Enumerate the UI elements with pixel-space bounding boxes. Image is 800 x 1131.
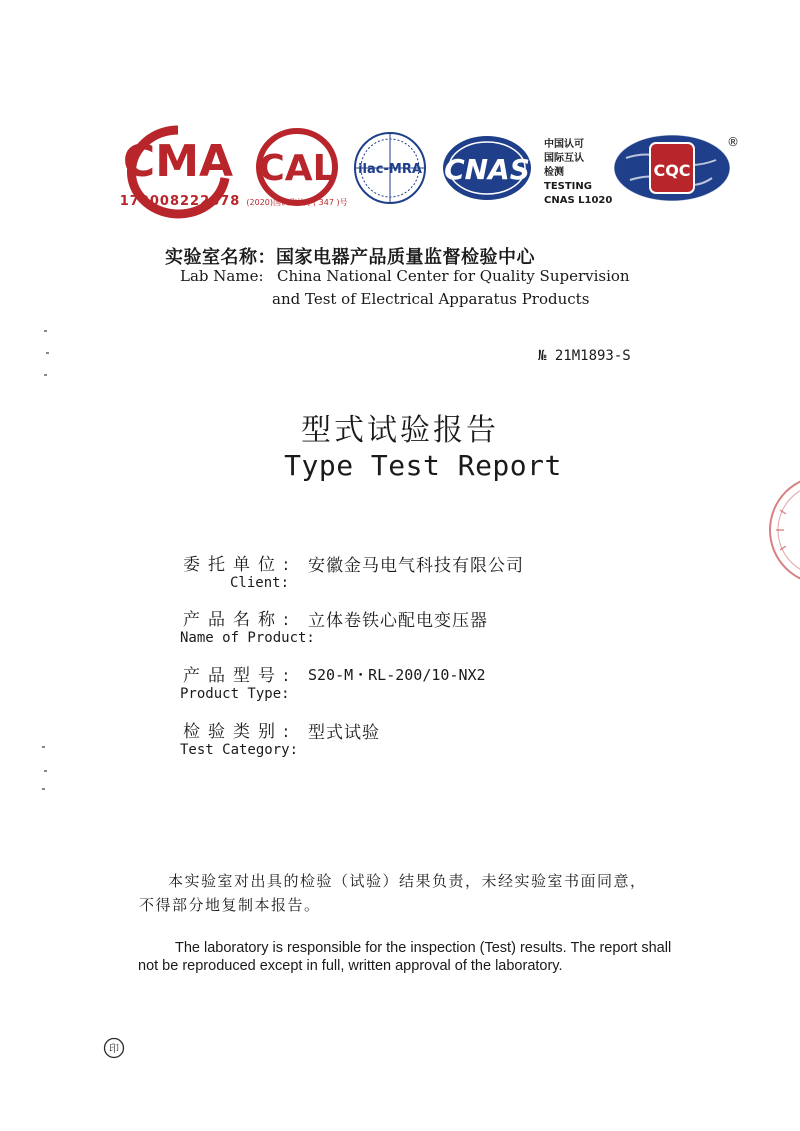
disclaimer-en-line2: not be reproduced except in full, written approval of the laboratory.	[138, 958, 563, 974]
product-type-value: S20-M・RL-200/10-NX2	[308, 666, 486, 684]
product-name-label-en: Name of Product:	[180, 630, 315, 646]
lab-name-en-line2: and Test of Electrical Apparatus Products	[272, 290, 590, 308]
product-type-label-en: Product Type:	[180, 686, 290, 702]
cnas-logo	[443, 136, 531, 200]
lab-name-label-en: Lab Name:	[180, 267, 264, 285]
product-type-label-cn: 产品型号:	[183, 666, 297, 686]
test-category-value: 型式试验	[308, 723, 380, 743]
disclaimer-en-line1: The laboratory is responsible for the inspection (Test) results. The report shall	[175, 940, 672, 956]
report-title-cn: 型式试验报告	[301, 413, 499, 448]
scan-speck	[42, 788, 45, 790]
client-value: 安徽金马电气科技有限公司	[308, 556, 524, 576]
svg-text:印: 印	[109, 1044, 119, 1055]
product-name-label-cn: 产品名称:	[183, 610, 297, 630]
test-category-label-cn: 检验类别:	[183, 722, 297, 742]
report-title-en: Type Test Report	[284, 449, 562, 482]
cma-number: 170008222878	[119, 194, 241, 209]
report-number: № 21M1893-S	[538, 348, 631, 364]
lab-name-en-line1: China National Center for Quality Supervision	[277, 267, 630, 285]
scan-speck	[42, 746, 45, 748]
scan-speck	[46, 352, 49, 354]
disclaimer-cn-line1: 本实验室对出具的检验（试验）结果负责，未经实验室书面同意，	[168, 872, 647, 890]
cma-letters: CMA	[122, 136, 234, 187]
scan-speck	[44, 374, 47, 376]
product-name-value: 立体卷铁心配电变压器	[308, 611, 488, 631]
cal-caption: (2020)国认监认字( 347 )号	[246, 198, 348, 207]
cqc-globe-logo	[614, 135, 739, 201]
partial-seal-stamp	[762, 470, 800, 590]
lab-name-cn: 实验室名称：国家电器产品质量监督检验中心	[165, 247, 535, 268]
circled-seal-mark	[103, 1037, 125, 1059]
registered-mark: ®	[727, 135, 739, 149]
cnas-line: 中国认可	[544, 139, 584, 150]
cnas-text: CNAS	[444, 153, 530, 186]
cnas-caption	[544, 137, 612, 206]
scan-speck	[44, 770, 47, 772]
client-label-cn: 委托单位:	[183, 555, 297, 575]
cqc-letters: CQC	[653, 161, 691, 180]
disclaimer-cn-line2: 不得部分地复制本报告。	[139, 896, 321, 914]
certification-logos	[0, 0, 800, 220]
client-label-en: Client:	[230, 575, 290, 591]
test-category-label-en: Test Category:	[180, 742, 299, 758]
cal-logo	[246, 131, 347, 207]
cma-logo	[120, 130, 241, 214]
cal-letters: CAL	[258, 148, 336, 189]
cnas-line: 检测	[544, 167, 564, 178]
cnas-line: 国际互认	[544, 153, 584, 164]
scan-speck	[44, 330, 47, 332]
cnas-line: TESTING	[544, 181, 592, 192]
ilac-mra-logo	[355, 133, 425, 203]
cnas-line: CNAS L1020	[544, 195, 613, 206]
ilac-mra-text: ilac-MRA	[358, 162, 422, 177]
